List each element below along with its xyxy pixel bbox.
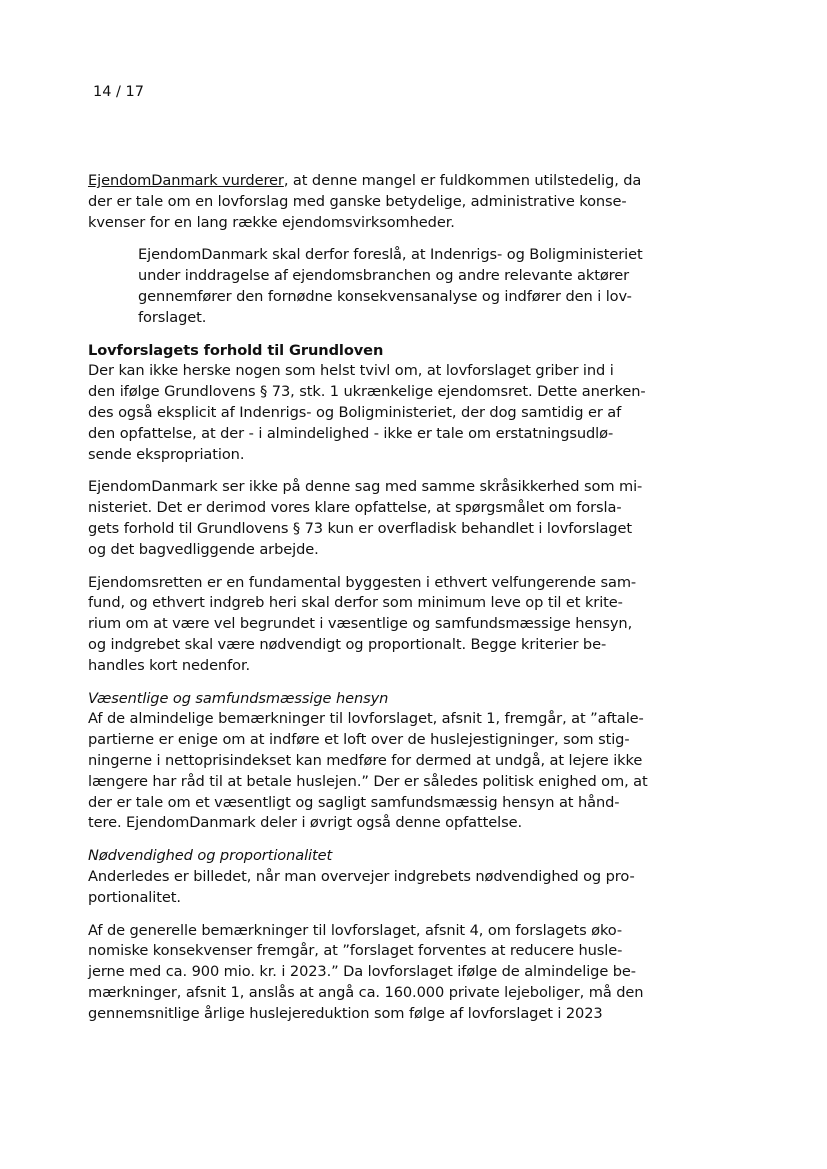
paragraph-line: sende ekspropriation. bbox=[88, 445, 245, 463]
section-proportionalitet bbox=[88, 846, 688, 908]
paragraph-line: Anderledes er billedet, når man overvejer indgrebets nødvendighed og pro- bbox=[88, 867, 635, 885]
paragraph-line: nisteriet. Det er derimod vores klare opfattelse, at spørgsmålet om forsla- bbox=[88, 499, 622, 517]
paragraph-line: den opfattelse, at der - i almindelighed - ikke er tale om erstatningsudlø- bbox=[88, 424, 614, 442]
page-number: 14 / 17 bbox=[93, 84, 145, 100]
paragraph-line: under inddragelse af ejendomsbranchen og andre relevante aktører bbox=[138, 267, 630, 285]
paragraph-line: længere har råd til at betale huslejen.” Der er således politisk enighed om, at bbox=[88, 772, 648, 790]
paragraph-line: gennemfører den fornødne konsekvensanalyse og indfører den i lov- bbox=[138, 287, 632, 305]
paragraph-line: den ifølge Grundlovens § 73, stk. 1 ukrænkelige ejendomsret. Dette anerken- bbox=[88, 383, 646, 401]
section-hensyn bbox=[88, 689, 688, 835]
paragraph-line: portionalitet. bbox=[88, 888, 181, 906]
paragraph-line: Ejendomsretten er en fundamental byggesten i ethvert velfungerende sam- bbox=[88, 573, 637, 591]
paragraph-8 bbox=[88, 921, 688, 1025]
paragraph-line: tere. EjendomDanmark deler i øvrigt også denne opfattelse. bbox=[88, 814, 522, 832]
paragraph-line: jerne med ca. 900 mio. kr. i 2023.” Da lovforslaget ifølge de almindelige be- bbox=[88, 963, 636, 981]
paragraph-line: rium om at være vel begrundet i væsentlige og samfundsmæssige hensyn, bbox=[88, 615, 633, 633]
paragraph-line: og det bagvedliggende arbejde. bbox=[88, 540, 319, 558]
paragraph-line: gennemsnitlige årlige huslejereduktion som følge af lovforslaget i 2023 bbox=[88, 1004, 603, 1022]
paragraph-line: des også eksplicit af Indenrigs- og Boligministeriet, der dog samtidig er af bbox=[88, 403, 622, 421]
paragraph-line: nomiske konsekvenser fremgår, at ”forslaget forventes at reducere husle- bbox=[88, 942, 623, 960]
paragraph-line: EjendomDanmark ser ikke på denne sag med samme skråsikkerhed som mi- bbox=[88, 478, 643, 496]
paragraph-line: fund, og ethvert indgreb heri skal derfor som minimum leve op til et krite- bbox=[88, 594, 623, 612]
section-subheading: Nødvendighed og proportionalitet bbox=[88, 847, 333, 865]
paragraph-5 bbox=[88, 573, 688, 677]
paragraph-1 bbox=[88, 171, 688, 233]
paragraph-line: og indgrebet skal være nødvendigt og proportionalt. Begge kriterier be- bbox=[88, 635, 607, 653]
paragraph-line: ningerne i nettoprisindekset kan medføre for dermed at undgå, at lejere ikke bbox=[88, 751, 643, 769]
paragraph-line: partierne er enige om at indføre et loft over de huslejestigninger, som stig- bbox=[88, 731, 630, 749]
section-subheading: Væsentlige og samfundsmæssige hensyn bbox=[88, 689, 389, 707]
ejendomdanmark-link[interactable]: EjendomDanmark vurderer bbox=[88, 172, 284, 189]
section-heading: Lovforslagets forhold til Grundloven bbox=[88, 341, 384, 359]
paragraph-line: Der kan ikke herske nogen som helst tvivl om, at lovforslaget griber ind i bbox=[88, 362, 614, 380]
paragraph-line: EjendomDanmark vurderer, at denne mangel er fuldkommen utilstedelig, da bbox=[88, 172, 642, 189]
indented-proposal bbox=[138, 245, 688, 328]
paragraph-line: kvenser for en lang række ejendomsvirksomheder. bbox=[88, 213, 455, 231]
paragraph-line: gets forhold til Grundlovens § 73 kun er overfladisk behandlet i lovforslaget bbox=[88, 519, 632, 537]
paragraph-line: Af de generelle bemærkninger til lovforslaget, afsnit 4, om forslagets øko- bbox=[88, 921, 623, 939]
section-grundloven bbox=[88, 341, 688, 466]
paragraph-4 bbox=[88, 477, 688, 560]
paragraph-line: Af de almindelige bemærkninger til lovforslaget, afsnit 1, fremgår, at ”aftale- bbox=[88, 710, 644, 728]
paragraph-line: handles kort nedenfor. bbox=[88, 656, 251, 674]
document-body bbox=[88, 171, 688, 1036]
paragraph-line: forslaget. bbox=[138, 308, 207, 326]
paragraph-line: der er tale om et væsentligt og sagligt samfundsmæssig hensyn at hånd- bbox=[88, 793, 620, 811]
paragraph-line: mærkninger, afsnit 1, anslås at angå ca. 160.000 private lejeboliger, må den bbox=[88, 983, 644, 1001]
paragraph-line: EjendomDanmark skal derfor foreslå, at Indenrigs- og Boligministeriet bbox=[138, 246, 643, 264]
paragraph-line: der er tale om en lovforslag med ganske betydelige, administrative konse- bbox=[88, 192, 627, 210]
